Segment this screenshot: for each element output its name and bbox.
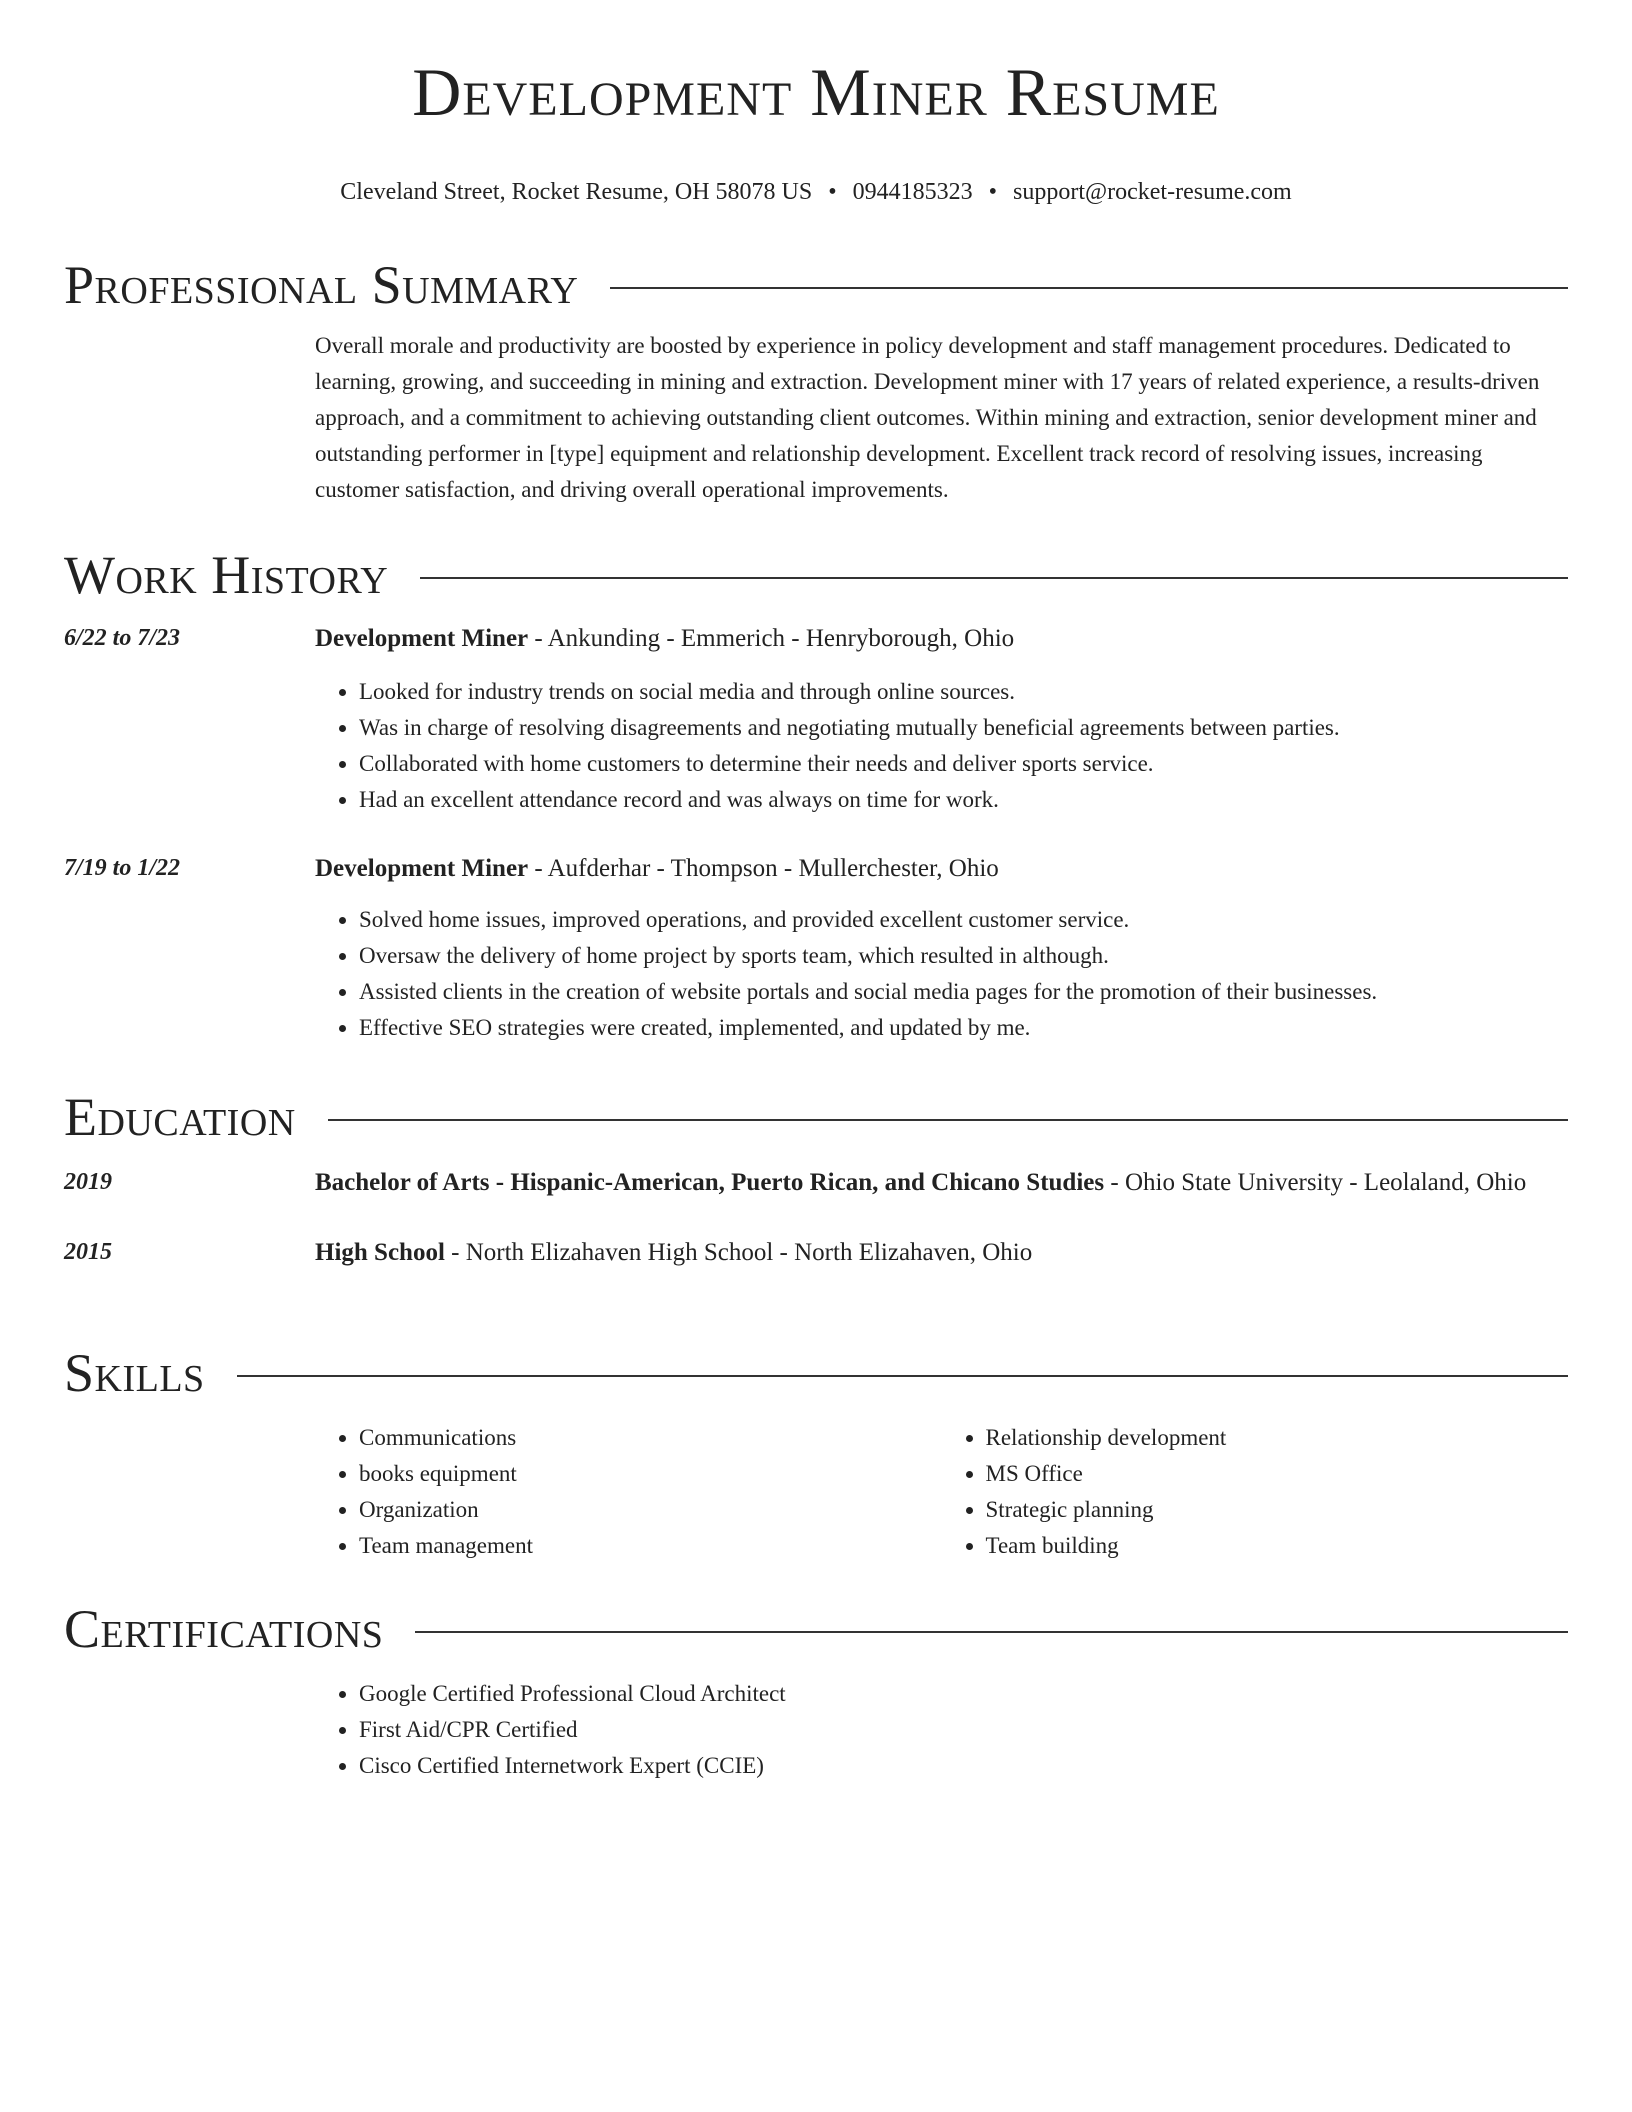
contact-separator: • (988, 179, 998, 205)
summary-section (64, 252, 1568, 508)
certifications-list (315, 1676, 1568, 1784)
skills-heading: Skills (64, 1343, 205, 1403)
skill-item: • Communications (359, 1420, 942, 1456)
resume-title: Development Miner Resume (412, 54, 1220, 130)
certification-item: • Cisco Certified Internetwork Expert (CCIE) (359, 1748, 1568, 1784)
education-header (64, 1084, 1568, 1150)
certification-item: • Google Certified Professional Cloud Architect (359, 1676, 1568, 1712)
section-divider (610, 287, 1568, 289)
job-title: Development Miner (315, 625, 529, 652)
section-divider (420, 577, 1568, 579)
job-dates: 7/19 to 1/22 (64, 855, 181, 881)
certifications-header (64, 1596, 1568, 1662)
job-header (315, 620, 1568, 658)
education-details: - Ohio State University - Leolaland, Ohio (1104, 1169, 1527, 1196)
job-bullet: • Was in charge of resolving disagreements and negotiating mutually beneficial agreements between parties. (359, 710, 1568, 746)
summary-text: Overall morale and productivity are boosted by experience in policy development and staff management procedures. Dedicated to learning, growing, and succeeding in mining and extraction. Development miner with 17 years of related experience, a results-driven approach, and a commitment to achieving outstanding client outcomes. Within mining and extraction, senior development miner and outstanding performer in [type] equipment and relationship development. Excellent track record of resolving issues, increasing customer satisfaction, and driving overall operational improvements. (315, 333, 1540, 502)
job-bullet: • Assisted clients in the creation of website portals and social media pages for the promotion of their businesses. (359, 974, 1568, 1010)
certifications-section (64, 1596, 1568, 1784)
skills-column-left (315, 1420, 942, 1564)
job-bullet: • Had an excellent attendance record and was always on time for work. (359, 782, 1568, 818)
job-details: - Aufderhar - Thompson - Mullerchester, Ohio (528, 855, 999, 882)
section-divider (415, 1631, 1568, 1633)
skill-item: • Team management (359, 1528, 942, 1564)
education-details: - North Elizahaven High School - North Elizahaven, Ohio (444, 1239, 1033, 1266)
work-history-header (64, 542, 1568, 608)
job-bullet: • Solved home issues, improved operations, and provided excellent customer service. (359, 902, 1568, 938)
summary-heading: Professional Summary (64, 255, 579, 315)
education-body (315, 1164, 1568, 1202)
skill-item: • books equipment (359, 1456, 942, 1492)
education-section (64, 1084, 1568, 1272)
skill-item: • Relationship development (986, 1420, 1569, 1456)
job-body (315, 620, 1568, 818)
contact-separator: • (828, 179, 837, 205)
contact-email: support@rocket-resume.com (1013, 179, 1292, 205)
skill-item: • Organization (359, 1492, 942, 1528)
job-body (315, 850, 1568, 1046)
contact-line (64, 176, 1568, 208)
education-degree: High School (315, 1239, 445, 1266)
skills-column-right (942, 1420, 1569, 1564)
summary-header (64, 252, 1568, 318)
skills-section (64, 1340, 1568, 1564)
job-dates: 6/22 to 7/23 (64, 625, 181, 651)
education-heading: Education (64, 1087, 296, 1147)
education-year: 2015 (64, 1239, 112, 1265)
education-degree: Bachelor of Arts - Hispanic-American, Puerto Rican, and Chicano Studies (315, 1169, 1105, 1196)
job-entry (64, 850, 1568, 1046)
education-body (315, 1234, 1568, 1272)
job-bullet: • Effective SEO strategies were created, implemented, and updated by me. (359, 1010, 1568, 1046)
job-title: Development Miner (315, 855, 529, 882)
section-divider (237, 1375, 1568, 1377)
certifications-body (315, 1676, 1568, 1784)
contact-address: Cleveland Street, Rocket Resume, OH 58078 US (340, 179, 813, 205)
job-bullet: • Looked for industry trends on social media and through online sources. (359, 674, 1568, 710)
job-entry (64, 620, 1568, 818)
section-divider (328, 1119, 1568, 1121)
education-year: 2019 (64, 1169, 112, 1195)
job-bullet: • Collaborated with home customers to determine their needs and deliver sports service. (359, 746, 1568, 782)
work-history-section (64, 542, 1568, 1046)
job-bullet: • Oversaw the delivery of home project by sports team, which resulted in although. (359, 938, 1568, 974)
certifications-heading: Certifications (64, 1599, 384, 1659)
education-header-line (315, 1164, 1568, 1202)
contact-phone: 0944185323 (852, 179, 973, 205)
skills-header (64, 1340, 1568, 1406)
skill-item: • Team building (986, 1528, 1569, 1564)
certification-item: • First Aid/CPR Certified (359, 1712, 1568, 1748)
education-entry (64, 1234, 1568, 1272)
job-bullets (315, 674, 1568, 818)
skills-list (315, 1420, 1568, 1564)
skill-item: • Strategic planning (986, 1492, 1569, 1528)
education-header-line (315, 1234, 1568, 1272)
skill-item: • MS Office (986, 1456, 1569, 1492)
job-details: - Ankunding - Emmerich - Henryborough, Ohio (528, 625, 1015, 652)
education-entry (64, 1164, 1568, 1202)
work-history-heading: Work History (64, 545, 389, 605)
job-bullets (315, 902, 1568, 1046)
job-header (315, 850, 1568, 888)
